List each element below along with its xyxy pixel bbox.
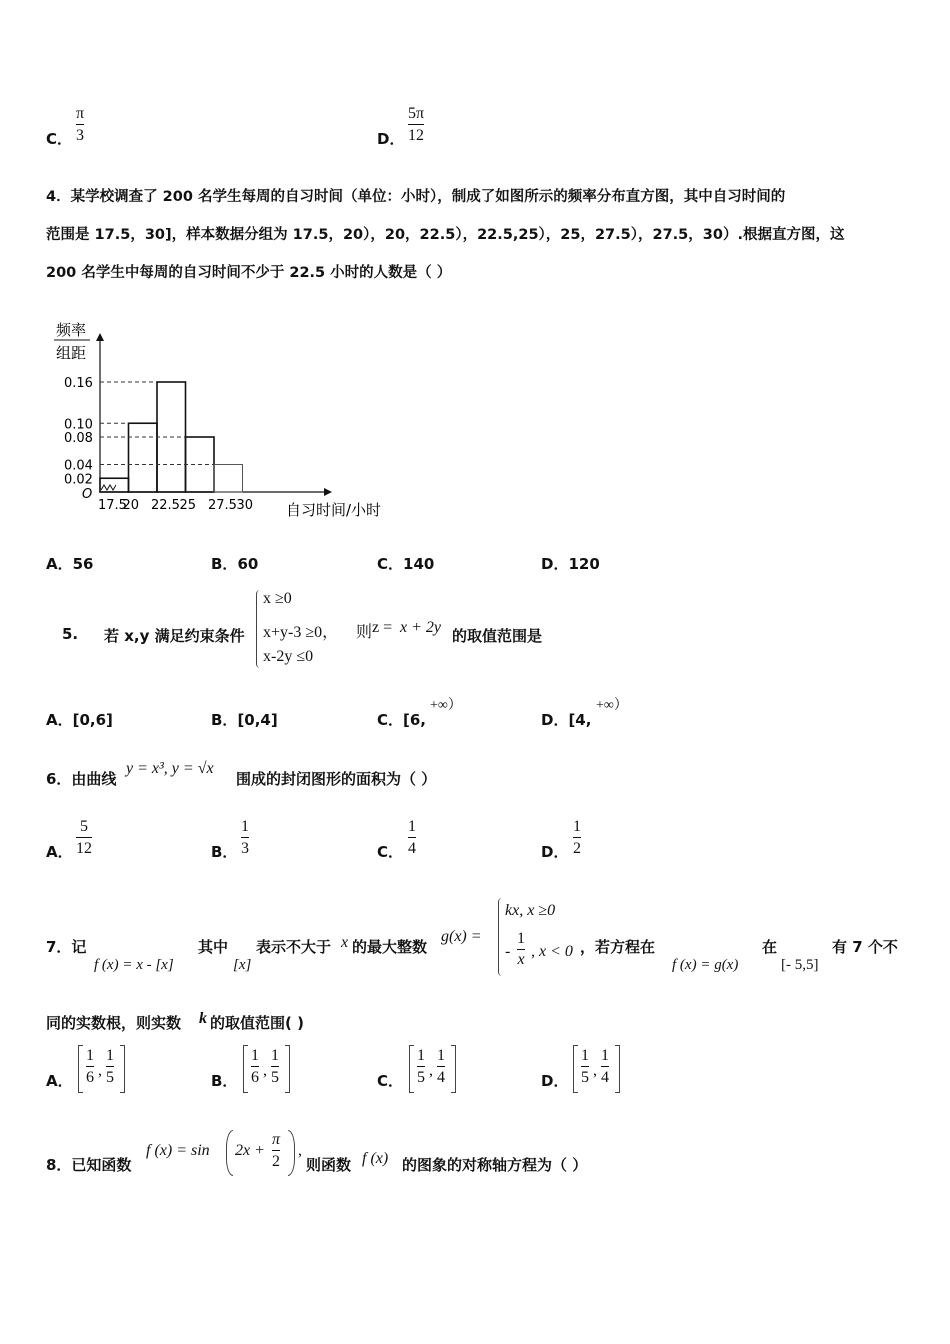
q5-constraint-1: x ≥0 xyxy=(263,590,292,607)
numerator: 1 xyxy=(408,818,416,835)
q4-stem xyxy=(46,178,906,292)
comma: , xyxy=(98,1062,102,1079)
option-value: [0,6] xyxy=(72,711,113,729)
q7-k: k xyxy=(199,1010,207,1027)
q7-option-c-label[interactable]: C． xyxy=(377,1072,404,1090)
numerator: 1 xyxy=(601,1047,609,1064)
option-label: C． xyxy=(377,711,404,729)
q8-inner: 2x + xyxy=(235,1142,265,1159)
numerator: 1 xyxy=(581,1047,589,1064)
q5-constraint-2: x+y-3 ≥0， xyxy=(263,624,339,641)
x-tick-label: 30 xyxy=(236,498,254,513)
q5-expression: x + 2y xyxy=(400,619,441,636)
q6-formula: y = x³, y = √x xyxy=(126,760,214,777)
q7-g-case-2-fraction xyxy=(517,930,525,969)
upper-bound-fraction xyxy=(106,1046,114,1087)
q8-f2: f (x) xyxy=(362,1150,389,1167)
q4-stem-line-1: 4．某学校调查了 200 名学生每周的自习时间（单位：小时），制成了如图所示的频率分布直方图，其中自习时间的 xyxy=(46,189,786,205)
denominator: 2 xyxy=(272,1153,280,1170)
right-bracket xyxy=(120,1045,125,1093)
lower-bound-fraction xyxy=(417,1046,425,1087)
q7-line2: 同的实数根，则实数 xyxy=(46,1014,182,1032)
q5-constraint-3: x-2y ≤0 xyxy=(263,648,314,665)
q7-g-case-2-minus: - xyxy=(505,943,511,960)
q3-option-d-fraction xyxy=(408,104,424,145)
q7-f-definition: f (x) = x - [x] xyxy=(94,957,174,973)
denominator: 5 xyxy=(417,1069,425,1086)
y-axis-arrow xyxy=(96,333,104,341)
option-label: A． xyxy=(46,711,73,729)
histogram-bar xyxy=(129,423,158,492)
denominator: 4 xyxy=(437,1069,445,1086)
q5-z-eq: z = xyxy=(372,619,393,636)
right-bracket xyxy=(285,1045,290,1093)
option-label: D． xyxy=(541,555,569,573)
option-label: B． xyxy=(211,555,238,573)
denominator: 12 xyxy=(408,127,425,144)
numerator: 5π xyxy=(408,105,425,122)
q4-stem-line-2: 范围是 17.5，30]，样本数据分组为 17.5，20），20，22.5），22.5,25），25，27.5），27.5，30）.根据直方图，这 xyxy=(46,227,845,243)
option-value: 60 xyxy=(237,555,259,573)
numerator: 5 xyxy=(80,818,88,835)
q6-option-c-fraction xyxy=(408,817,416,858)
option-label: A． xyxy=(46,555,73,573)
y-tick-label: 0.02 xyxy=(64,472,93,488)
lower-bound-fraction xyxy=(251,1046,259,1087)
q4-option-c[interactable] xyxy=(377,553,434,574)
numerator: 1 xyxy=(437,1047,445,1064)
option-value: 140 xyxy=(403,555,435,573)
q6-option-a-label[interactable]: A． xyxy=(46,843,73,861)
histogram-bar xyxy=(214,465,243,493)
option-value: [6, xyxy=(403,711,427,729)
q7-qizhong: 其中 xyxy=(198,938,229,956)
denominator: 6 xyxy=(251,1069,259,1086)
denominator: 3 xyxy=(241,840,249,857)
q6-option-c-label[interactable]: C． xyxy=(377,843,404,861)
left-bracket xyxy=(573,1045,578,1093)
q7-g-lhs: g(x) = xyxy=(441,928,482,945)
q5-option-d[interactable] xyxy=(541,709,591,730)
x-tick-label: 22.5 xyxy=(151,498,180,513)
option-label: C． xyxy=(377,555,404,573)
q8-f-sin: f (x) = sin xyxy=(146,1142,210,1159)
q8-comma: , xyxy=(298,1142,302,1159)
q3-option-c-label: C． xyxy=(46,130,73,148)
comma: , xyxy=(593,1062,597,1079)
q3-option-d-label: D． xyxy=(377,130,405,148)
frequency-histogram xyxy=(46,315,416,530)
q8-mid: 则函数 xyxy=(306,1156,352,1174)
q7-desc: 表示不大于 xyxy=(256,938,332,956)
left-bracket xyxy=(409,1045,414,1093)
comma: , xyxy=(429,1062,433,1079)
q7-g-case-1: kx, x ≥0 xyxy=(505,902,556,919)
q7-line2-end: 的取值范围( ) xyxy=(210,1014,304,1032)
numerator: π xyxy=(76,105,85,122)
y-tick-label: 0.10 xyxy=(64,417,93,433)
lower-bound-fraction xyxy=(86,1046,94,1087)
upper-bound-fraction xyxy=(271,1046,279,1087)
denominator: 5 xyxy=(581,1069,589,1086)
q7-end: 有 7 个不 xyxy=(832,938,898,956)
numerator: 1 xyxy=(241,818,249,835)
numerator: 1 xyxy=(271,1047,279,1064)
q7-option-a-label[interactable]: A． xyxy=(46,1072,73,1090)
q7-zai: 在 xyxy=(762,938,778,956)
numerator: 1 xyxy=(417,1047,425,1064)
q5-option-c[interactable] xyxy=(377,709,426,730)
q7-desc2: 的最大整数 xyxy=(352,938,428,956)
x-tick-label: 25 xyxy=(179,498,197,513)
q4-option-a[interactable] xyxy=(46,553,93,574)
ylabel-bottom: 组距 xyxy=(56,344,87,362)
option-label: B． xyxy=(211,711,238,729)
q7-g-case-2-condition: , x < 0 xyxy=(531,943,573,960)
y-tick-label: 0.16 xyxy=(64,376,93,391)
y-tick-label: 0.08 xyxy=(64,431,93,446)
denominator: 3 xyxy=(76,127,85,144)
q8-right-paren xyxy=(288,1130,295,1176)
q6-prefix: 6．由曲线 xyxy=(46,770,117,788)
axis-break xyxy=(101,485,116,490)
x-axis-label: 自习时间/小时 xyxy=(286,501,382,519)
numerator: 1 xyxy=(573,818,581,835)
q4-stem-line-3: 200 名学生中每周的自习时间不少于 22.5 小时的人数是（ ） xyxy=(46,265,452,281)
q6-option-b-label[interactable]: B． xyxy=(211,843,238,861)
numerator: π xyxy=(272,1131,281,1148)
y-tick-label: 0.04 xyxy=(64,458,93,474)
q5-option-b[interactable] xyxy=(211,709,278,730)
q6-option-d-label[interactable]: D． xyxy=(541,843,569,861)
q8-prefix: 8．已知函数 xyxy=(46,1156,132,1174)
denominator: 5 xyxy=(106,1069,114,1086)
q5-prefix: 若 x,y 满足约束条件 xyxy=(104,627,245,645)
x-tick-label: 17.5 xyxy=(98,498,127,513)
q5-option-a[interactable] xyxy=(46,709,113,730)
q5-option-c-infinity: +∞） xyxy=(430,698,462,713)
upper-bound-fraction xyxy=(437,1046,445,1087)
option-value: 56 xyxy=(72,555,94,573)
left-bracket xyxy=(78,1045,83,1093)
right-bracket xyxy=(451,1045,456,1093)
comma: , xyxy=(263,1062,267,1079)
q5-number: 5. xyxy=(62,625,79,643)
numerator: 1 xyxy=(517,930,525,947)
q7-option-d-label[interactable]: D． xyxy=(541,1072,569,1090)
q6-option-a-fraction xyxy=(76,817,92,858)
q7-interval: [- 5,5] xyxy=(781,957,819,973)
numerator: 1 xyxy=(86,1047,94,1064)
denominator: x xyxy=(517,951,525,968)
q7-x: x xyxy=(341,934,349,951)
denominator: 5 xyxy=(271,1069,279,1086)
numerator: 1 xyxy=(106,1047,114,1064)
q7-bracket-x: [x] xyxy=(233,957,252,973)
q5-suffix: 的取值范围是 xyxy=(452,627,543,645)
option-label: D． xyxy=(541,711,569,729)
q7-option-b-label[interactable]: B． xyxy=(211,1072,238,1090)
upper-bound-fraction xyxy=(601,1046,609,1087)
q7-mid: ，若方程在 xyxy=(580,938,656,956)
denominator: 6 xyxy=(86,1069,94,1086)
q4-option-d[interactable] xyxy=(541,553,600,574)
q6-suffix: 围成的封闭图形的面积为（ ） xyxy=(236,770,437,788)
numerator: 1 xyxy=(251,1047,259,1064)
q4-option-b[interactable] xyxy=(211,553,258,574)
q6-option-d-fraction xyxy=(573,817,581,858)
q5-brace xyxy=(256,590,263,668)
q5-then: 则 xyxy=(356,624,373,641)
denominator: 4 xyxy=(408,840,416,857)
q8-pi-over-2 xyxy=(272,1130,280,1171)
q7-equation: f (x) = g(x) xyxy=(672,957,739,973)
q7-prefix: 7．记 xyxy=(46,938,87,956)
q6-option-b-fraction xyxy=(241,817,249,858)
option-value: [0,4] xyxy=(237,711,278,729)
q8-left-paren xyxy=(226,1130,233,1176)
denominator: 4 xyxy=(601,1069,609,1086)
x-tick-label: 20 xyxy=(122,498,140,513)
q8-suffix: 的图象的对称轴方程为（ ） xyxy=(402,1156,588,1174)
x-tick-label: 27.5 xyxy=(208,498,237,513)
denominator: 2 xyxy=(573,840,581,857)
q7-brace xyxy=(498,898,505,976)
origin-label: O xyxy=(82,487,93,502)
left-bracket xyxy=(243,1045,248,1093)
q5-option-d-infinity: +∞） xyxy=(596,698,628,713)
option-value: 120 xyxy=(568,555,600,573)
option-value: [4, xyxy=(568,711,592,729)
q3-option-c-fraction xyxy=(76,104,84,145)
right-bracket xyxy=(615,1045,620,1093)
denominator: 12 xyxy=(76,840,92,857)
ylabel-top: 频率 xyxy=(56,321,87,339)
x-axis-arrow xyxy=(324,488,332,496)
lower-bound-fraction xyxy=(581,1046,589,1087)
